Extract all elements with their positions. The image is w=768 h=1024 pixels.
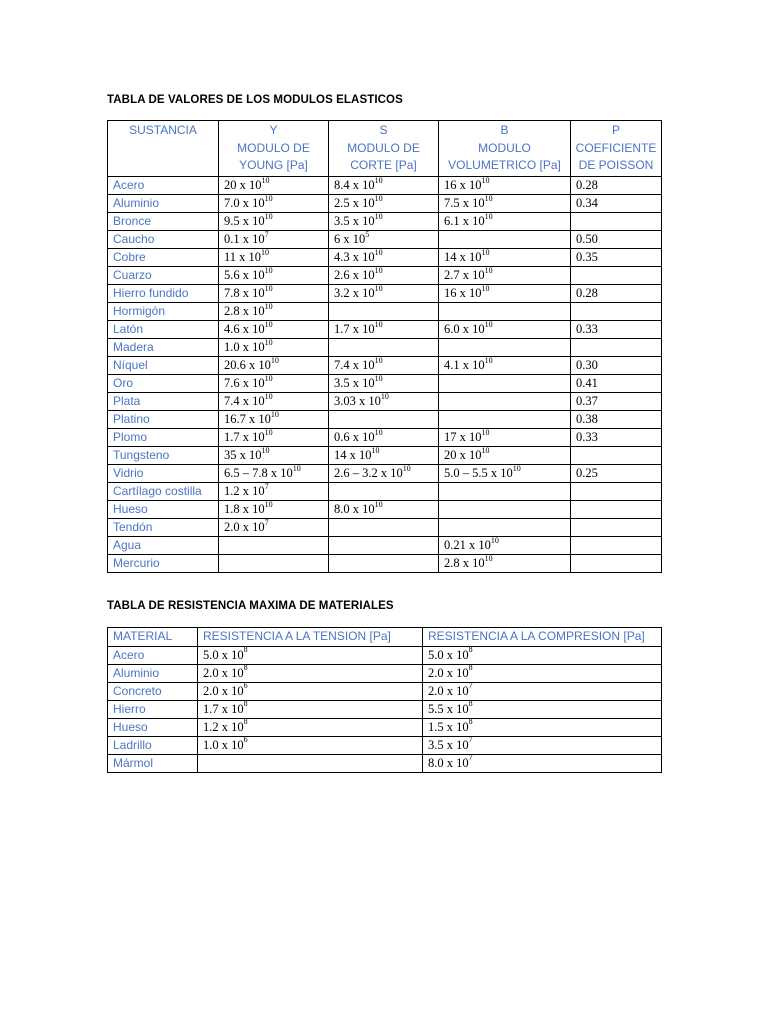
table-row [108, 664, 662, 682]
header-line: MODULO DE [347, 140, 420, 155]
column-header [219, 121, 329, 177]
bulk-modulus-cell: 7.5 x $10^{10}$ [439, 195, 571, 213]
shear-modulus-cell: 7.4 x $10^{10}$ [329, 357, 439, 375]
bulk-modulus-cell: 0.21 x $10^{10}$ [439, 537, 571, 555]
compression-strength-cell: 8.0 x $10^7$ [423, 754, 662, 772]
young-modulus-cell: 16.7 x $10^{10}$ [219, 411, 329, 429]
poisson-ratio-cell [571, 555, 662, 573]
bulk-modulus-cell [439, 483, 571, 501]
shear-modulus-cell [329, 519, 439, 537]
bulk-modulus-cell: 16 x $10^{10}$ [439, 285, 571, 303]
young-modulus-cell: 7.8 x $10^{10}$ [219, 285, 329, 303]
bulk-modulus-cell [439, 393, 571, 411]
shear-modulus-cell: 8.4 x $10^{10}$ [329, 177, 439, 195]
column-header [439, 121, 571, 177]
substance-name: Hueso [108, 501, 219, 519]
material-name: Mármol [108, 754, 198, 772]
substance-name: Plomo [108, 429, 219, 447]
substance-name: Acero [108, 177, 219, 195]
table-row [108, 195, 662, 213]
bulk-modulus-cell [439, 303, 571, 321]
young-modulus-cell: 7.4 x $10^{10}$ [219, 393, 329, 411]
young-modulus-cell [219, 537, 329, 555]
column-header: RESISTENCIA A LA COMPRESION [Pa] [423, 628, 662, 647]
young-modulus-cell: 1.2 x $10^7$ [219, 483, 329, 501]
substance-name: Bronce [108, 213, 219, 231]
poisson-ratio-cell: 0.50 [571, 231, 662, 249]
header-line: MODULO [478, 140, 531, 155]
substance-name: Latón [108, 321, 219, 339]
poisson-ratio-cell: 0.35 [571, 249, 662, 267]
table-row [108, 537, 662, 555]
column-header [108, 121, 219, 177]
young-modulus-cell: 20 x $10^{10}$ [219, 177, 329, 195]
shear-modulus-cell: 1.7 x $10^{10}$ [329, 321, 439, 339]
bulk-modulus-cell: 6.0 x $10^{10}$ [439, 321, 571, 339]
table-row [108, 682, 662, 700]
shear-modulus-cell [329, 303, 439, 321]
bulk-modulus-cell [439, 339, 571, 357]
table-row [108, 393, 662, 411]
column-header [329, 121, 439, 177]
young-modulus-cell: 20.6 x $10^{10}$ [219, 357, 329, 375]
poisson-ratio-cell: 0.28 [571, 177, 662, 195]
column-header: MATERIAL [108, 628, 198, 647]
bulk-modulus-cell: 4.1 x $10^{10}$ [439, 357, 571, 375]
shear-modulus-cell: 3.03 x $10^{10}$ [329, 393, 439, 411]
poisson-ratio-cell [571, 537, 662, 555]
table-row [108, 501, 662, 519]
shear-modulus-cell: 2.5 x $10^{10}$ [329, 195, 439, 213]
table-row [108, 231, 662, 249]
material-name: Hueso [108, 718, 198, 736]
elastic-moduli-table [107, 120, 662, 573]
table-row [108, 213, 662, 231]
young-modulus-cell: 1.8 x $10^{10}$ [219, 501, 329, 519]
tension-strength-cell: 1.0 x $10^6$ [198, 736, 423, 754]
young-modulus-cell: 1.0 x $10^{10}$ [219, 339, 329, 357]
table-row [108, 736, 662, 754]
header-line: P [611, 123, 620, 138]
young-modulus-cell: 0.1 x $10^7$ [219, 231, 329, 249]
header-line: CORTE [Pa] [350, 158, 417, 173]
poisson-ratio-cell: 0.28 [571, 285, 662, 303]
table-row [108, 465, 662, 483]
bulk-modulus-cell: 5.0 – 5.5 x $10^{10}$ [439, 465, 571, 483]
tension-strength-cell: 5.0 x $10^8$ [198, 646, 423, 664]
header-line: COEFICIENTE [575, 140, 657, 155]
compression-strength-cell: 3.5 x $10^7$ [423, 736, 662, 754]
young-modulus-cell: 35 x $10^{10}$ [219, 447, 329, 465]
young-modulus-cell: 6.5 – 7.8 x $10^{10}$ [219, 465, 329, 483]
substance-name: Caucho [108, 231, 219, 249]
shear-modulus-cell: 14 x $10^{10}$ [329, 447, 439, 465]
header-line: Y [269, 123, 278, 138]
young-modulus-cell: 4.6 x $10^{10}$ [219, 321, 329, 339]
tension-strength-cell: 1.7 x $10^8$ [198, 700, 423, 718]
poisson-ratio-cell [571, 501, 662, 519]
tension-strength-cell: 1.2 x $10^8$ [198, 718, 423, 736]
table-row [108, 339, 662, 357]
bulk-modulus-cell: 16 x $10^{10}$ [439, 177, 571, 195]
substance-name: Vidrio [108, 465, 219, 483]
substance-name: Plata [108, 393, 219, 411]
compression-strength-cell: 2.0 x $10^8$ [423, 664, 662, 682]
poisson-ratio-cell [571, 519, 662, 537]
young-modulus-cell: 1.7 x $10^{10}$ [219, 429, 329, 447]
poisson-ratio-cell: 0.41 [571, 375, 662, 393]
table-header-row [108, 628, 662, 647]
substance-name: Hierro fundido [108, 285, 219, 303]
poisson-ratio-cell [571, 339, 662, 357]
header-line: DE POISSON [578, 158, 654, 173]
substance-name: Madera [108, 339, 219, 357]
shear-modulus-cell [329, 483, 439, 501]
substance-name: Cobre [108, 249, 219, 267]
table-row [108, 285, 662, 303]
table-row [108, 447, 662, 465]
shear-modulus-cell: 6 x $10^5$ [329, 231, 439, 249]
poisson-ratio-cell: 0.38 [571, 411, 662, 429]
table-row [108, 700, 662, 718]
table-row [108, 357, 662, 375]
table-row [108, 267, 662, 285]
tension-strength-cell: 2.0 x $10^6$ [198, 682, 423, 700]
compression-strength-cell: 2.0 x $10^7$ [423, 682, 662, 700]
compression-strength-cell: 5.5 x $10^8$ [423, 700, 662, 718]
table-row [108, 303, 662, 321]
poisson-ratio-cell [571, 267, 662, 285]
shear-modulus-cell: 2.6 – 3.2 x $10^{10}$ [329, 465, 439, 483]
young-modulus-cell: 11 x $10^{10}$ [219, 249, 329, 267]
poisson-ratio-cell: 0.37 [571, 393, 662, 411]
material-name: Acero [108, 646, 198, 664]
header-line: YOUNG [Pa] [239, 158, 308, 173]
column-header [571, 121, 662, 177]
header-line: MODULO DE [237, 140, 310, 155]
substance-name: Tungsteno [108, 447, 219, 465]
shear-modulus-cell: 3.5 x $10^{10}$ [329, 375, 439, 393]
young-modulus-cell: 5.6 x $10^{10}$ [219, 267, 329, 285]
material-name: Hierro [108, 700, 198, 718]
poisson-ratio-cell [571, 213, 662, 231]
substance-name: Agua [108, 537, 219, 555]
young-modulus-cell: 7.6 x $10^{10}$ [219, 375, 329, 393]
tension-strength-cell [198, 754, 423, 772]
max-resistance-table [107, 627, 662, 773]
table-row [108, 646, 662, 664]
young-modulus-cell [219, 555, 329, 573]
shear-modulus-cell [329, 537, 439, 555]
young-modulus-cell: 9.5 x $10^{10}$ [219, 213, 329, 231]
substance-name: Mercurio [108, 555, 219, 573]
shear-modulus-cell: 8.0 x $10^{10}$ [329, 501, 439, 519]
table-row [108, 429, 662, 447]
poisson-ratio-cell: 0.25 [571, 465, 662, 483]
substance-name: Níquel [108, 357, 219, 375]
poisson-ratio-cell [571, 303, 662, 321]
substance-name: Oro [108, 375, 219, 393]
compression-strength-cell: 1.5 x $10^8$ [423, 718, 662, 736]
table-header-row [108, 121, 662, 177]
table-row [108, 718, 662, 736]
poisson-ratio-cell: 0.33 [571, 429, 662, 447]
bulk-modulus-cell: 17 x $10^{10}$ [439, 429, 571, 447]
bulk-modulus-cell: 2.8 x $10^{10}$ [439, 555, 571, 573]
substance-name: Tendón [108, 519, 219, 537]
table-row [108, 411, 662, 429]
shear-modulus-cell [329, 339, 439, 357]
poisson-ratio-cell: 0.33 [571, 321, 662, 339]
table-row [108, 249, 662, 267]
shear-modulus-cell: 3.2 x $10^{10}$ [329, 285, 439, 303]
bulk-modulus-cell [439, 519, 571, 537]
table-row [108, 754, 662, 772]
max-resistance-table-title: TABLA DE RESISTENCIA MAXIMA DE MATERIALES [107, 600, 394, 612]
material-name: Aluminio [108, 664, 198, 682]
table-row [108, 321, 662, 339]
bulk-modulus-cell: 6.1 x $10^{10}$ [439, 213, 571, 231]
poisson-ratio-cell [571, 447, 662, 465]
shear-modulus-cell [329, 411, 439, 429]
substance-name: Hormigón [108, 303, 219, 321]
shear-modulus-cell [329, 555, 439, 573]
substance-name: Platino [108, 411, 219, 429]
bulk-modulus-cell [439, 375, 571, 393]
bulk-modulus-cell [439, 501, 571, 519]
material-name: Ladrillo [108, 736, 198, 754]
header-line: VOLUMETRICO [Pa] [448, 158, 561, 173]
shear-modulus-cell: 0.6 x $10^{10}$ [329, 429, 439, 447]
table-row [108, 177, 662, 195]
substance-name: Aluminio [108, 195, 219, 213]
bulk-modulus-cell: 20 x $10^{10}$ [439, 447, 571, 465]
poisson-ratio-cell: 0.34 [571, 195, 662, 213]
shear-modulus-cell: 4.3 x $10^{10}$ [329, 249, 439, 267]
bulk-modulus-cell [439, 411, 571, 429]
substance-name: Cuarzo [108, 267, 219, 285]
bulk-modulus-cell: 2.7 x $10^{10}$ [439, 267, 571, 285]
column-header: RESISTENCIA A LA TENSION [Pa] [198, 628, 423, 647]
bulk-modulus-cell: 14 x $10^{10}$ [439, 249, 571, 267]
shear-modulus-cell: 3.5 x $10^{10}$ [329, 213, 439, 231]
substance-name: Cartílago costilla [108, 483, 219, 501]
elastic-moduli-table-title: TABLA DE VALORES DE LOS MODULOS ELASTICOS [107, 94, 403, 106]
header-line: SUSTANCIA [129, 123, 197, 137]
poisson-ratio-cell [571, 483, 662, 501]
table-row [108, 519, 662, 537]
young-modulus-cell: 2.8 x $10^{10}$ [219, 303, 329, 321]
table-row [108, 555, 662, 573]
table-row [108, 483, 662, 501]
tension-strength-cell: 2.0 x $10^8$ [198, 664, 423, 682]
header-line: S [379, 123, 388, 138]
young-modulus-cell: 2.0 x $10^7$ [219, 519, 329, 537]
header-line: B [500, 123, 509, 138]
poisson-ratio-cell: 0.30 [571, 357, 662, 375]
young-modulus-cell: 7.0 x $10^{10}$ [219, 195, 329, 213]
material-name: Concreto [108, 682, 198, 700]
bulk-modulus-cell [439, 231, 571, 249]
shear-modulus-cell: 2.6 x $10^{10}$ [329, 267, 439, 285]
table-row [108, 375, 662, 393]
compression-strength-cell: 5.0 x $10^8$ [423, 646, 662, 664]
